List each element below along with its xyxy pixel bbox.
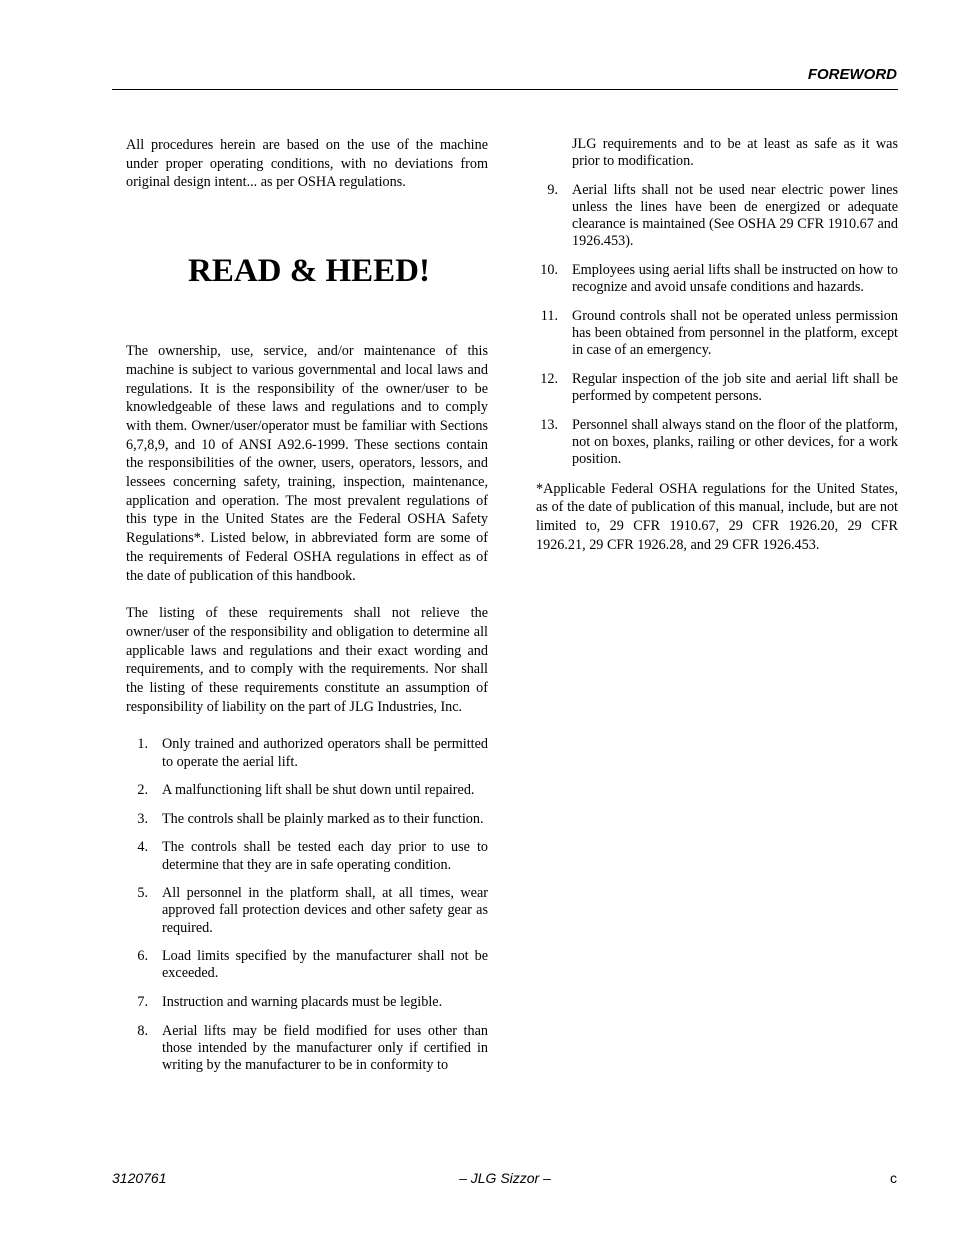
list-item (536, 371, 898, 405)
list-item (126, 736, 488, 770)
item-number: 9. (547, 181, 558, 198)
item-text: Employees using aerial lifts shall be instructed on how to recognize and avoid unsafe conditions and hazards. (572, 262, 898, 296)
list-item (536, 308, 898, 360)
page-number: c (890, 1170, 897, 1186)
item-text: Regular inspection of the job site and aerial lift shall be performed by competent persons. (572, 370, 898, 404)
section-title: FOREWORD (807, 66, 897, 83)
item-text: Load limits specified by the manufacturer shall not be exceeded. (162, 948, 488, 982)
document-number: 3120761 (112, 1170, 167, 1186)
item-text: Personnel shall always stand on the floor of the platform, not on boxes, planks, railing or other devices, for a work position. (572, 416, 898, 467)
item-number: 12. (540, 370, 558, 387)
right-column (536, 136, 898, 554)
item-text: Ground controls shall not be operated unless permission has been obtained from personnel in the platform, except in case of an emergency. (572, 307, 898, 359)
list-item (126, 839, 488, 873)
item-number: 4. (137, 839, 148, 856)
item-text: Instruction and warning placards must be legible. (162, 994, 443, 1011)
item-number: 5. (137, 885, 148, 902)
header-rule (112, 89, 898, 90)
list-item (126, 885, 488, 937)
item-text: A malfunctioning lift shall be shut down until repaired. (162, 782, 475, 799)
intro-paragraph: All procedures herein are based on the use of the machine under proper operating conditions, with no deviations from original design intent... as per OSHA regulations. (126, 137, 488, 191)
item-number: 11. (540, 307, 558, 324)
requirements-list (126, 736, 488, 1074)
item-number: 1. (137, 736, 148, 753)
left-column (126, 136, 488, 1086)
list-item (126, 948, 488, 982)
list-item (536, 417, 898, 469)
item-number: 7. (137, 994, 148, 1011)
item-number: 13. (540, 416, 558, 433)
item-text: The controls shall be plainly marked as to their function. (162, 810, 484, 827)
list-item (126, 782, 488, 799)
read-heed-heading: READ & HEED! (187, 253, 430, 290)
list-item (536, 262, 898, 296)
item-text: All personnel in the platform shall, at all times, wear approved fall protection devices and other safety gear as required. (162, 885, 488, 936)
item-number: 10. (540, 262, 558, 278)
item-text: The controls shall be tested each day prior to use to determine that they are in safe operating condition. (162, 839, 488, 873)
ownership-paragraph: The ownership, use, service, and/or maintenance of this machine is subject to various governmental and local laws and regulations. It is the responsibility of the owner/user to be knowledgeable of these laws and regulations and to comply with them. Owner/user/operator must be familiar with Sections 6,7,8,9, and 10 of ANSI A92.6-1999. These sections contain the responsibilities of the owner, users, operators, lessors, and lessees concerning safety, training, inspection, maintenance, application and operation. The most prevalent regulations of this type in the United States are the Federal OSHA Safety Regulations*. Listed below, in abbreviated form are some of the requirements of Federal OSHA regulations in effect as of the date of publication of this handbook. (126, 343, 488, 584)
item-8-continuation: JLG requirements and to be at least as safe as it was prior to modification. (572, 136, 898, 170)
list-item (536, 182, 898, 251)
osha-footnote: *Applicable Federal OSHA regulations for the United States, as of the date of publication of this manual, include, but are not limited to, 29 CFR 1910.67, 29 CFR 1926.20, 29 CFR 1926.21, 29 CFR 1926.28, and 29 CFR 1926.453. (536, 480, 898, 553)
item-number: 2. (137, 782, 148, 799)
requirements-list-continued (536, 182, 898, 468)
footer-title: – JLG Sizzor – (459, 1170, 551, 1186)
item-text: Aerial lifts shall not be used near electric power lines unless the lines have been de energized or adequate clearance is maintained (See OSHA 29 CFR 1910.67 and 1926.453). (572, 181, 898, 250)
item-text: Only trained and authorized operators shall be permitted to operate the aerial lift. (162, 736, 488, 770)
list-item (126, 1023, 488, 1075)
item-text: Aerial lifts may be field modified for uses other than those intended by the manufacturer only if certified in writing by the manufacturer to be in conformity to (162, 1022, 488, 1074)
listing-paragraph: The listing of these requirements shall not relieve the owner/user of the responsibility and obligation to determine all applicable laws and regulations and their exact wording and requirements, and to comply with the requirements. Nor shall the listing of these requirements constitute an assumption of responsibility of liability on the part of JLG Industries, Inc. (126, 605, 488, 715)
list-item (126, 994, 488, 1011)
item-number: 6. (137, 948, 148, 965)
item-number: 8. (137, 1022, 148, 1039)
list-item (126, 811, 488, 828)
item-number: 3. (137, 810, 148, 827)
